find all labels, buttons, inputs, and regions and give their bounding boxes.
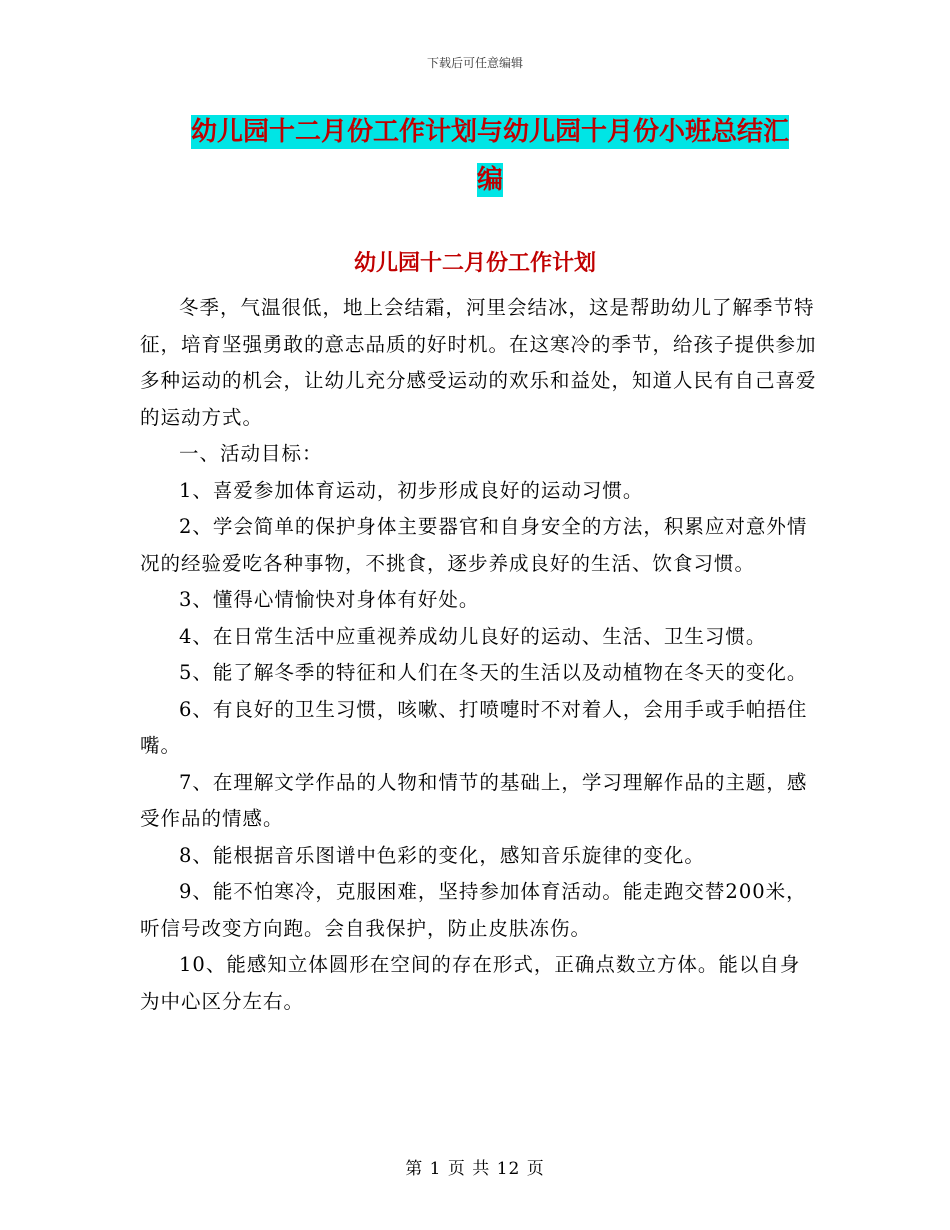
paragraph-goal-7: 7、在理解文学作品的人物和情节的基础上，学习理解作品的主题，感受作品的情感。 xyxy=(140,770,808,830)
paragraph-goal-9: 9、能不怕寒冷，克服困难，坚持参加体育活动。能走跑交替200米，听信号改变方向跑。会自我保护，防止皮肤冻伤。 xyxy=(140,880,807,940)
paragraph-intro: 冬季，气温很低，地上会结霜，河里会结冰，这是帮助幼儿了解季节特征，培育坚强勇敢的意志品质的好时机。在这寒冷的季节，给孩子提供参加多种运动的机会，让幼儿充分感受运动的欢乐和益处，知道人民有自己喜爱的运动方式。 xyxy=(140,296,817,429)
paragraph-goal-2: 2、学会简单的保护身体主要器官和自身安全的方法，积累应对意外情况的经验爱吃各种事物，不挑食，逐步养成良好的生活、饮食习惯。 xyxy=(140,515,808,575)
paragraph-goal-10: 10、能感知立体圆形在空间的存在形式，正确点数立方体。能以自身为中心区分左右。 xyxy=(140,953,801,1013)
paragraph-goal-3: 3、懂得心情愉快对身体有好处。 xyxy=(179,588,480,611)
paragraph-goal-5: 5、能了解冬季的特征和人们在冬天的生活以及动植物在冬天的变化。 xyxy=(179,661,808,684)
header-note: 下载后可任意编辑 xyxy=(426,56,523,70)
page-footer: 第 1 页 共 12 页 xyxy=(405,1159,545,1179)
body-text xyxy=(140,290,820,1020)
section-title: 幼儿园十二月份工作计划 xyxy=(353,251,596,276)
document-title-line-1: 幼儿园十二月份工作计划与幼儿园十月份小班总结汇 xyxy=(190,117,789,147)
paragraph-goal-4: 4、在日常生活中应重视养成幼儿良好的运动、生活、卫生习惯。 xyxy=(179,624,767,648)
paragraph-goal-6: 6、有良好的卫生习惯，咳嗽、打喷嚏时不对着人，会用手或手帕捂住嘴。 xyxy=(140,697,808,757)
paragraph-goal-8: 8、能根据音乐图谱中色彩的变化，感知音乐旋律的变化。 xyxy=(179,843,705,867)
paragraph-heading: 一、活动目标： xyxy=(179,442,323,465)
document-title-line-2: 编 xyxy=(476,165,503,195)
document-title xyxy=(180,108,800,204)
paragraph-goal-1: 1、喜爱参加体育运动，初步形成良好的运动习惯。 xyxy=(179,478,644,502)
